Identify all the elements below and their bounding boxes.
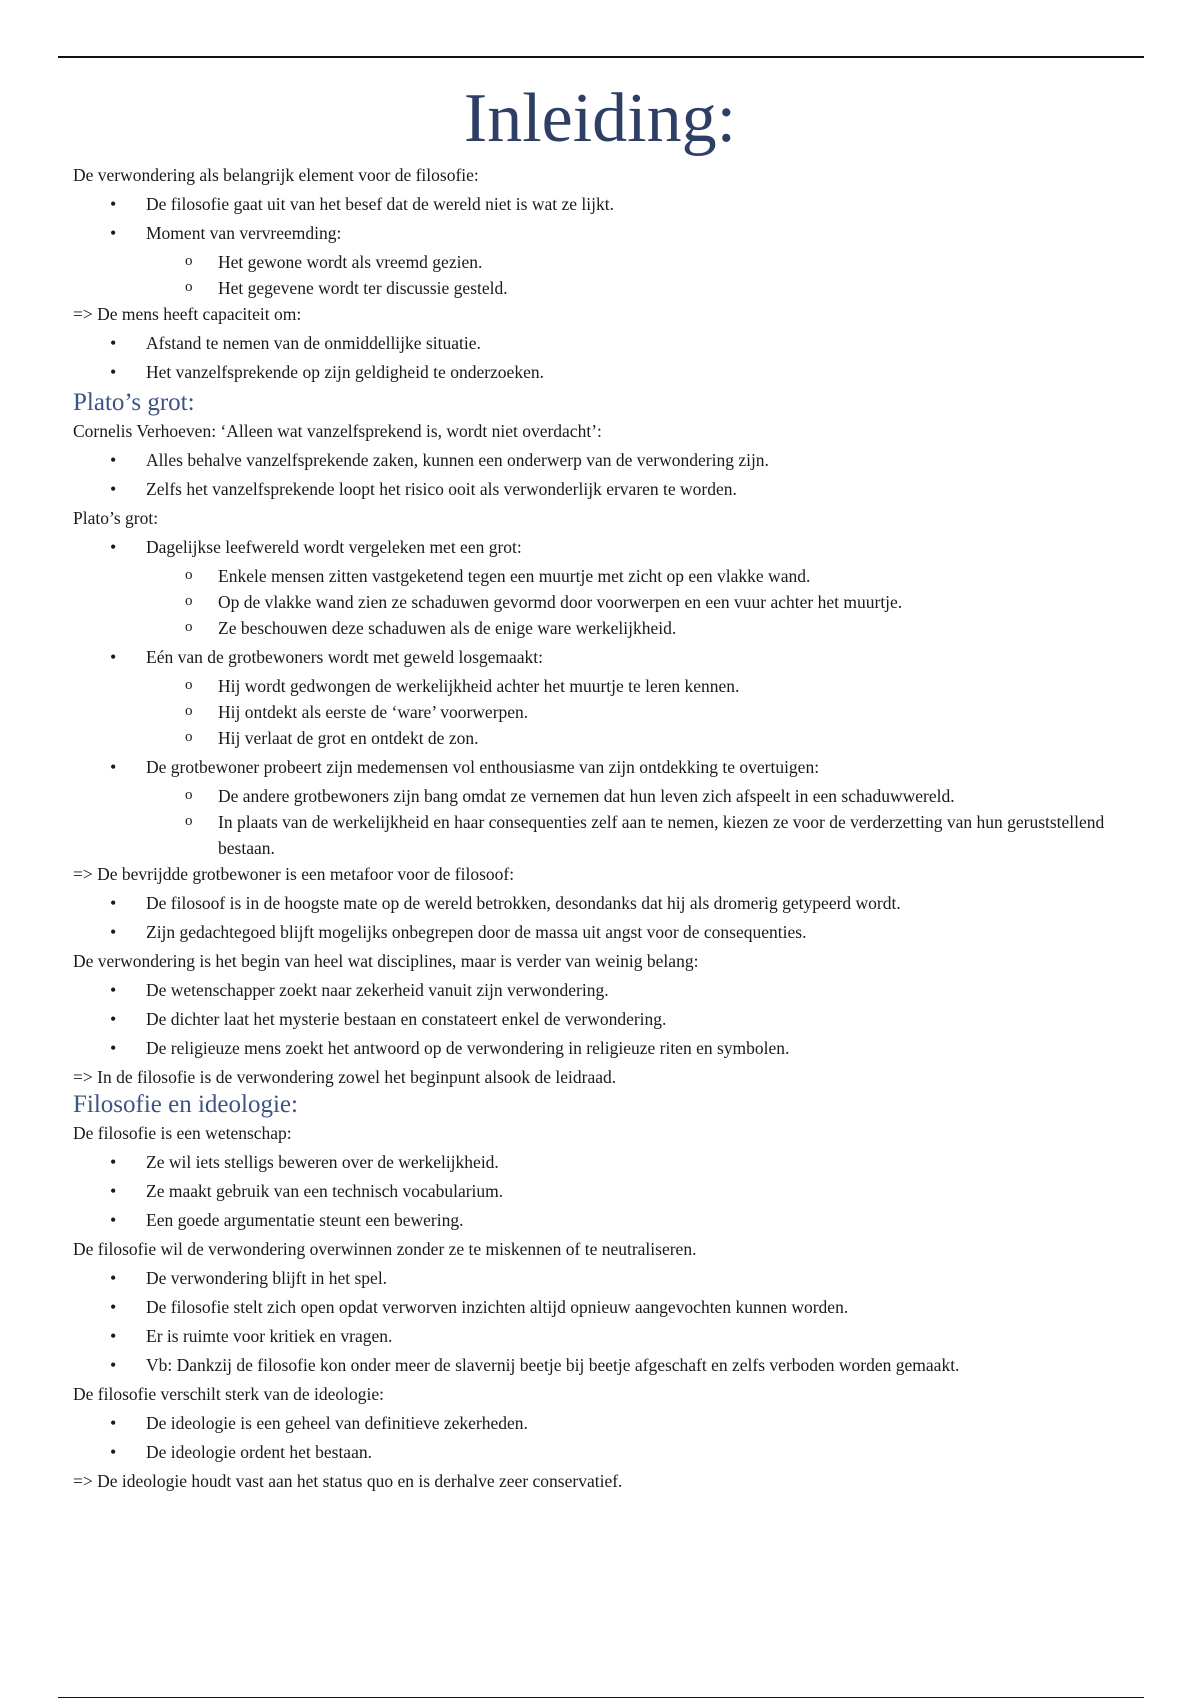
section-heading-ideology: Filosofie en ideologie: <box>73 1091 298 1118</box>
list-item: • De grotbewoner probeert zijn medemensen vol enthousiasme van zijn ontdekking te overtuigen: <box>73 754 1133 780</box>
disciplines-conclusion: => In de filosofie is de verwondering zowel het beginpunt alsook de leidraad. <box>73 1067 617 1087</box>
sub-list-item: o Hij verlaat de grot en ontdekt de zon. <box>73 725 1133 751</box>
science-list <box>73 1149 1133 1233</box>
list-item: • De ideologie is een geheel van definitieve zekerheden. <box>73 1410 1133 1436</box>
list-item: • Een goede argumentatie steunt een bewering. <box>73 1207 1133 1233</box>
plato-subheading: Plato’s grot: <box>73 508 159 528</box>
list-item: • De ideologie ordent het bestaan. <box>73 1439 1133 1465</box>
list-item: • Zelfs het vanzelfsprekende loopt het risico ooit als verwonderlijk ervaren te worden. <box>73 476 1133 502</box>
list-item: • De wetenschapper zoekt naar zekerheid vanuit zijn verwondering. <box>73 977 1133 1003</box>
sub-list-item: o De andere grotbewoners zijn bang omdat ze vernemen dat hun leven zich afspeelt in een schaduwwereld. <box>73 783 1133 809</box>
list-item: • Afstand te nemen van de onmiddellijke situatie. <box>73 330 1133 356</box>
list-item: • De religieuze mens zoekt het antwoord op de verwondering in religieuze riten en symbolen. <box>73 1035 1133 1061</box>
list-item: • Moment van vervreemding: <box>73 220 1133 246</box>
disciplines-list <box>73 977 1133 1061</box>
page-title: Inleiding: <box>463 80 737 157</box>
capacity-list <box>73 330 1133 385</box>
verhoeven-quote: Cornelis Verhoeven: ‘Alleen wat vanzelfsprekend is, wordt niet overdacht’: <box>73 421 602 441</box>
plato-conclusion: => De bevrijdde grotbewoner is een metafoor voor de filosoof: <box>73 864 515 884</box>
list-item: • De filosofie gaat uit van het besef dat de wereld niet is wat ze lijkt. <box>73 191 1133 217</box>
wonder-list <box>73 1265 1133 1378</box>
sub-list-item: o Hij wordt gedwongen de werkelijkheid achter het muurtje te leren kennen. <box>73 673 1133 699</box>
wonder-intro: De filosofie wil de verwondering overwinnen zonder ze te miskennen of te neutraliseren. <box>73 1239 697 1259</box>
ideology-list <box>73 1410 1133 1465</box>
ideology-intro: De filosofie verschilt sterk van de ideologie: <box>73 1384 385 1404</box>
document-body <box>73 162 1133 1494</box>
sub-list-item: o Het gewone wordt als vreemd gezien. <box>73 249 1133 275</box>
ideology-conclusion: => De ideologie houdt vast aan het status quo en is derhalve zeer conservatief. <box>73 1471 623 1491</box>
intro-list <box>73 191 1133 301</box>
list-item: • Ze wil iets stelligs beweren over de werkelijkheid. <box>73 1149 1133 1175</box>
list-item: • De filosofie stelt zich open opdat verworven inzichten altijd opnieuw aangevochten kunnen worden. <box>73 1294 1133 1320</box>
philosopher-list <box>73 890 1133 945</box>
list-item: • Eén van de grotbewoners wordt met geweld losgemaakt: <box>73 644 1133 670</box>
science-intro: De filosofie is een wetenschap: <box>73 1123 292 1143</box>
section-heading-plato: Plato’s grot: <box>73 389 195 416</box>
list-item: • Alles behalve vanzelfsprekende zaken, kunnen een onderwerp van de verwondering zijn. <box>73 447 1133 473</box>
sub-list-item: o Het gegevene wordt ter discussie gesteld. <box>73 275 1133 301</box>
list-item: • Dagelijkse leefwereld wordt vergeleken met een grot: <box>73 534 1133 560</box>
top-rule <box>58 56 1144 58</box>
sub-list-item: o Hij ontdekt als eerste de ‘ware’ voorwerpen. <box>73 699 1133 725</box>
list-item: • De verwondering blijft in het spel. <box>73 1265 1133 1291</box>
intro-heading: De verwondering als belangrijk element voor de filosofie: <box>73 165 479 185</box>
list-item: • Zijn gedachtegoed blijft mogelijks onbegrepen door de massa uit angst voor de consequenties. <box>73 919 1133 945</box>
list-item: • De dichter laat het mysterie bestaan en constateert enkel de verwondering. <box>73 1006 1133 1032</box>
list-item: • Vb: Dankzij de filosofie kon onder meer de slavernij beetje bij beetje afgeschaft en zelfs verboden worden gemaakt. <box>73 1352 1133 1378</box>
allegory-list <box>73 534 1133 861</box>
list-item: • Het vanzelfsprekende op zijn geldigheid te onderzoeken. <box>73 359 1133 385</box>
intro-conclusion: => De mens heeft capaciteit om: <box>73 304 302 324</box>
sub-list-item: o Op de vlakke wand zien ze schaduwen gevormd door voorwerpen en een vuur achter het muurtje. <box>73 589 1133 615</box>
bottom-rule <box>58 1697 1144 1698</box>
list-item: • Er is ruimte voor kritiek en vragen. <box>73 1323 1133 1349</box>
list-item: • Ze maakt gebruik van een technisch vocabularium. <box>73 1178 1133 1204</box>
disciplines-intro: De verwondering is het begin van heel wat disciplines, maar is verder van weinig belang: <box>73 951 699 971</box>
quote-list <box>73 447 1133 502</box>
list-item: • De filosoof is in de hoogste mate op de wereld betrokken, desondanks dat hij als dromerig getypeerd wordt. <box>73 890 1133 916</box>
sub-list-item: o Enkele mensen zitten vastgeketend tegen een muurtje met zicht op een vlakke wand. <box>73 563 1133 589</box>
sub-list-item: o Ze beschouwen deze schaduwen als de enige ware werkelijkheid. <box>73 615 1133 641</box>
sub-list-item: o In plaats van de werkelijkheid en haar consequenties zelf aan te nemen, kiezen ze voor de verderzetting van hun geruststellend bestaan. <box>73 809 1133 861</box>
